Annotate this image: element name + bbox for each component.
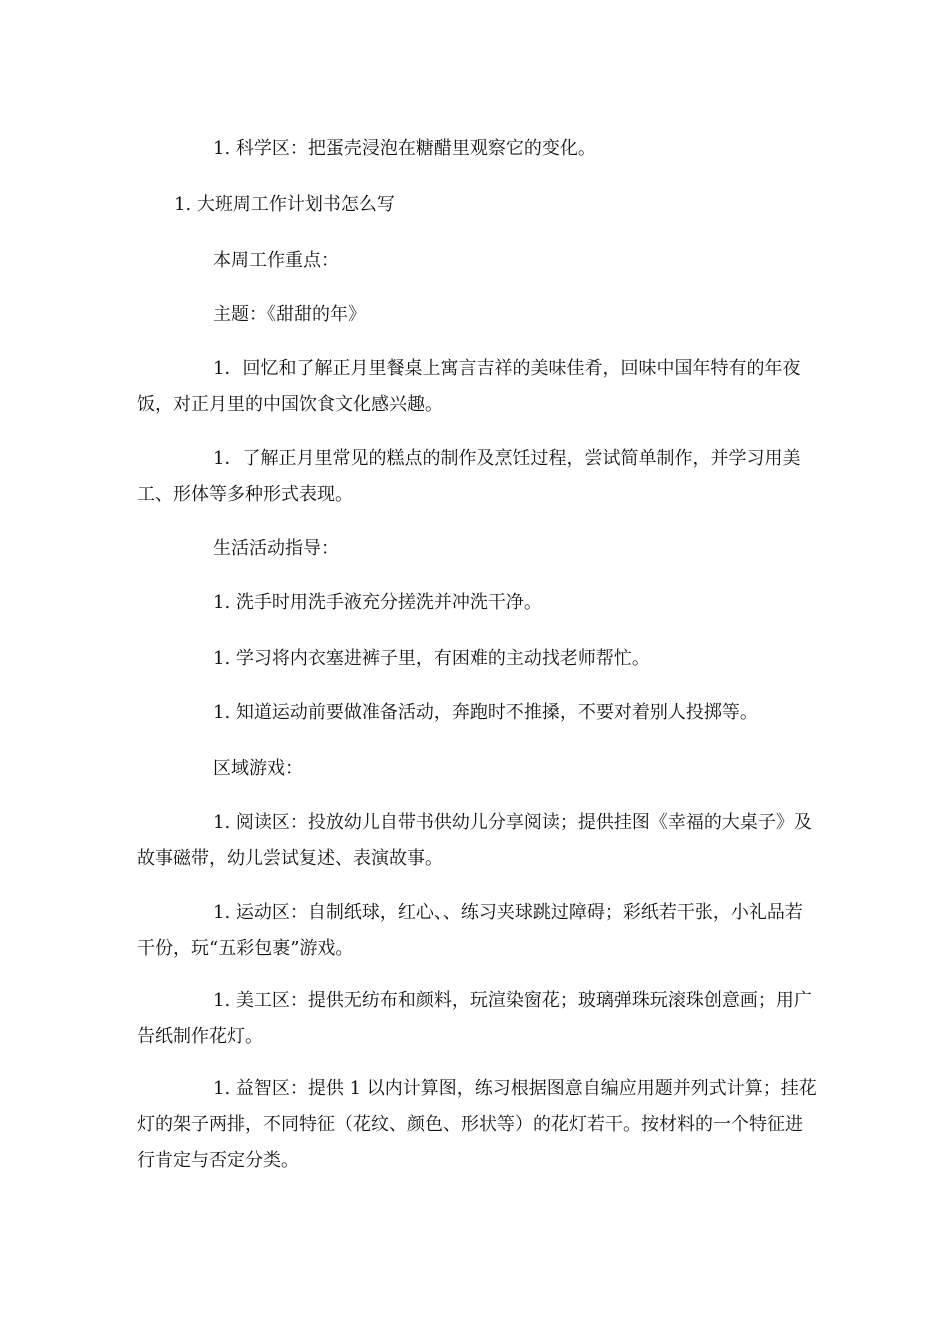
paragraph-goal-2: 1．了解正月里常见的糕点的制作及烹饪过程，尝试简单制作，并学习用美工、形体等多种形式表现。 [137, 448, 801, 505]
paragraph-area-games-label: 区域游戏： [213, 758, 303, 779]
paragraph-weekly-focus-label: 本周工作重点： [213, 250, 339, 271]
paragraph-goal-1: 1．回忆和了解正月里餐桌上寓言吉祥的美味佳肴，回味中国年特有的年夜饭，对正月里的中国饮食文化感兴趣。 [137, 358, 801, 415]
paragraph-sports-area: 1. 运动区：自制纸球，红心、、练习夹球跳过障碍；彩纸若干张，小礼品若干份，玩“五彩包裹”游戏。 [137, 902, 803, 959]
paragraph-theme: 主题：《甜甜的年》 [213, 304, 366, 325]
paragraph-reading-area: 1. 阅读区：投放幼儿自带书供幼儿分享阅读；提供挂图《幸福的大桌子》及故事磁带，幼儿尝试复述、表演故事。 [137, 812, 812, 869]
paragraph-art-area: 1. 美工区：提供无纺布和颜料，玩渲染窗花；玻璃弹珠玩滚珠创意画；用广告纸制作花灯。 [137, 990, 812, 1047]
paragraph-science-area: 1. 科学区：把蛋壳浸泡在糖醋里观察它的变化。 [213, 138, 596, 159]
paragraph-life-activity-label: 生活活动指导： [213, 538, 339, 559]
section-heading: 1. 大班周工作计划书怎么写 [174, 194, 395, 215]
paragraph-life-item-2: 1. 学习将内衣塞进裤子里，有困难的主动找老师帮忙。 [213, 648, 650, 669]
paragraph-puzzle-area: 1. 益智区：提供 1 以内计算图，练习根据图意自编应用题并列式计算；挂花灯的架子两排，不同特征（花纹、颜色、形状等）的花灯若干。按材料的一个特征进行肯定与否定分类。 [137, 1078, 817, 1171]
paragraph-life-item-1: 1. 洗手时用洗手液充分搓洗并冲洗干净。 [213, 592, 542, 613]
paragraph-life-item-3: 1. 知道运动前要做准备活动，奔跑时不推搡，不要对着别人投掷等。 [213, 702, 758, 723]
